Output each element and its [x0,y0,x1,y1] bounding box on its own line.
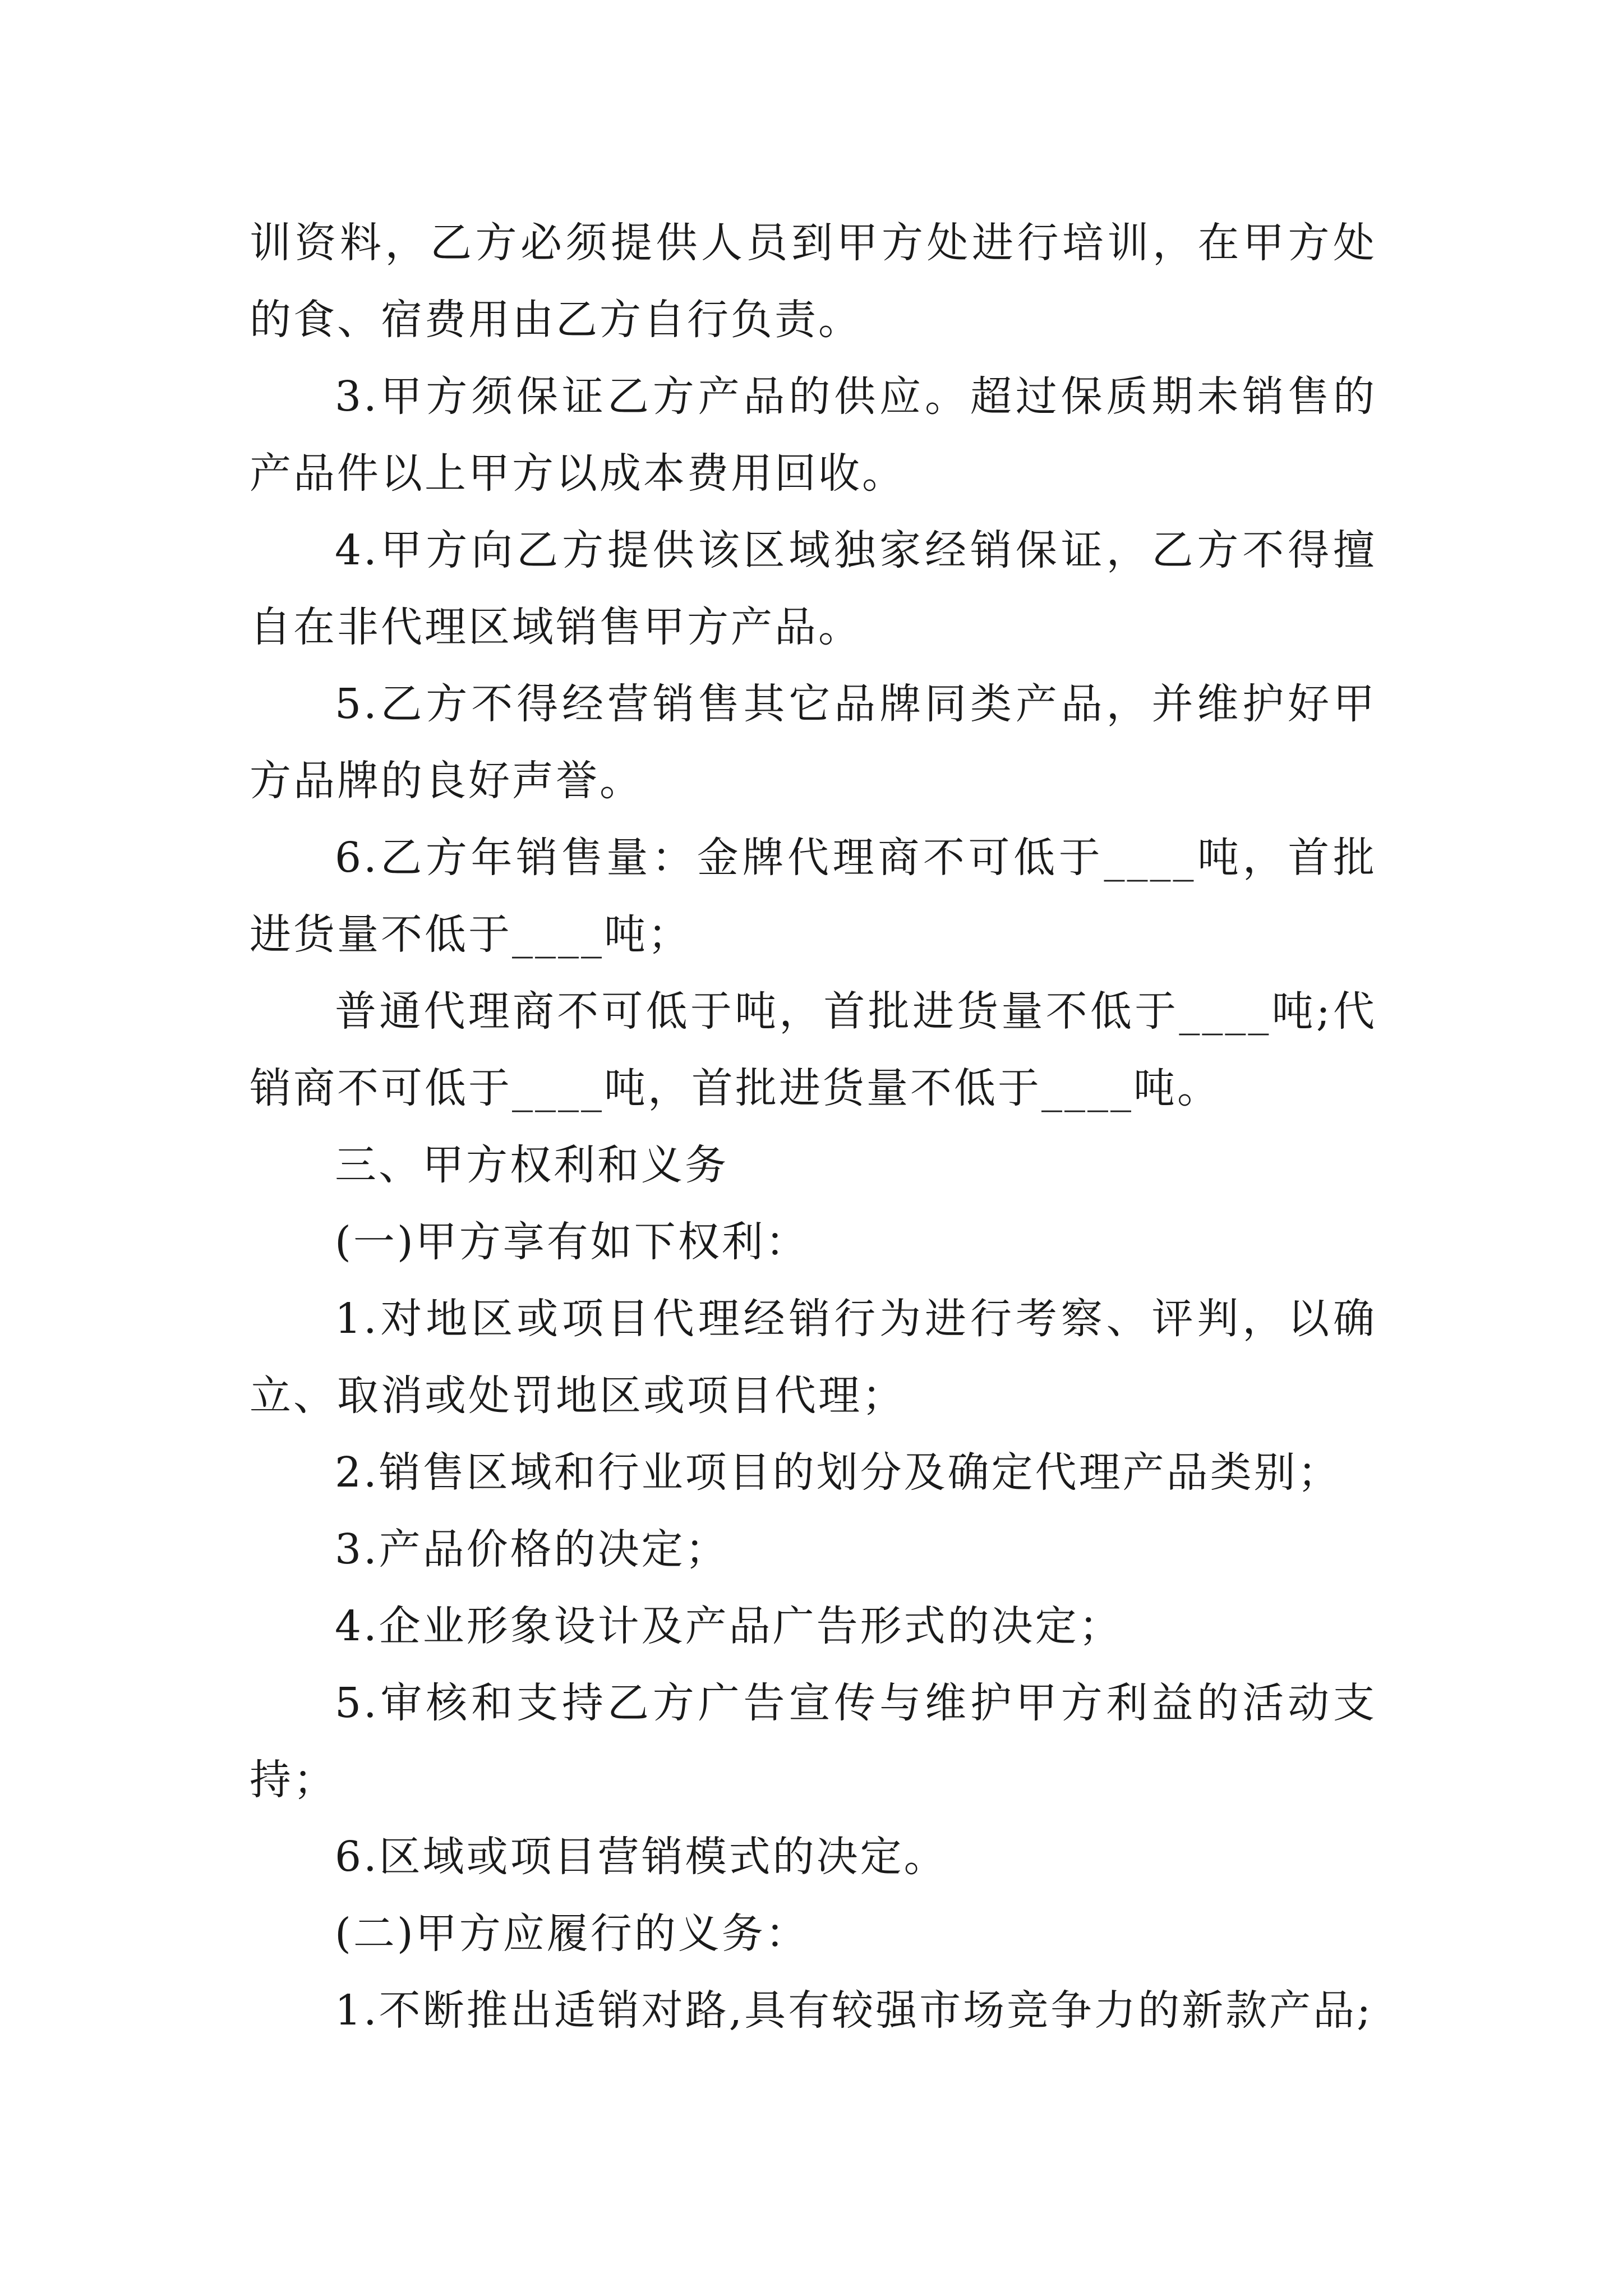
obligations-item-1: 1.不断推出适销对路,具有较强市场竞争力的新款产品; [335,1986,1373,2035]
paragraph-item-6-sales-volume: 6.乙方年销售量：金牌代理商不可低于____吨，首批进货量不低于____吨； [250,834,1377,959]
rights-item-4: 4.企业形象设计及产品广告形式的决定； [335,1602,1123,1650]
document-body [250,205,1377,2049]
section-heading-party-a-rights: 三、甲方权利和义务 [335,1141,728,1189]
paragraph-item-3-supply: 3.甲方须保证乙方产品的供应。超过保质期未销售的产品件以上甲方以成本费用回收。 [250,372,1377,498]
rights-item-2: 2.销售区域和行业项目的划分及确定代理产品类别； [335,1448,1341,1497]
subheading-rights: (一)甲方享有如下权利： [335,1218,809,1266]
paragraph-item-4-exclusive: 4.甲方向乙方提供该区域独家经销保证，乙方不得擅自在非代理区域销售甲方产品。 [250,526,1377,651]
paragraph-training-cost: 训资料，乙方必须提供人员到甲方处进行培训，在甲方处的食、宿费用由乙方自行负责。 [250,219,1377,344]
subheading-obligations: (二)甲方应履行的义务： [335,1910,809,1958]
rights-item-1: 1.对地区或项目代理经销行为进行考察、评判，以确立、取消或处罚地区或项目代理； [250,1295,1377,1420]
paragraph-ordinary-agent: 普通代理商不可低于吨，首批进货量不低于____吨;代销商不可低于____吨，首批进货量不低于____吨。 [250,987,1377,1112]
rights-item-6: 6.区域或项目营销模式的决定。 [335,1833,948,1881]
rights-item-5: 5.审核和支持乙方广告宣传与维护甲方利益的活动支持； [250,1679,1377,1804]
rights-item-3: 3.产品价格的决定； [335,1525,729,1573]
paragraph-item-5-brand: 5.乙方不得经营销售其它品牌同类产品，并维护好甲方品牌的良好声誉。 [250,680,1377,805]
